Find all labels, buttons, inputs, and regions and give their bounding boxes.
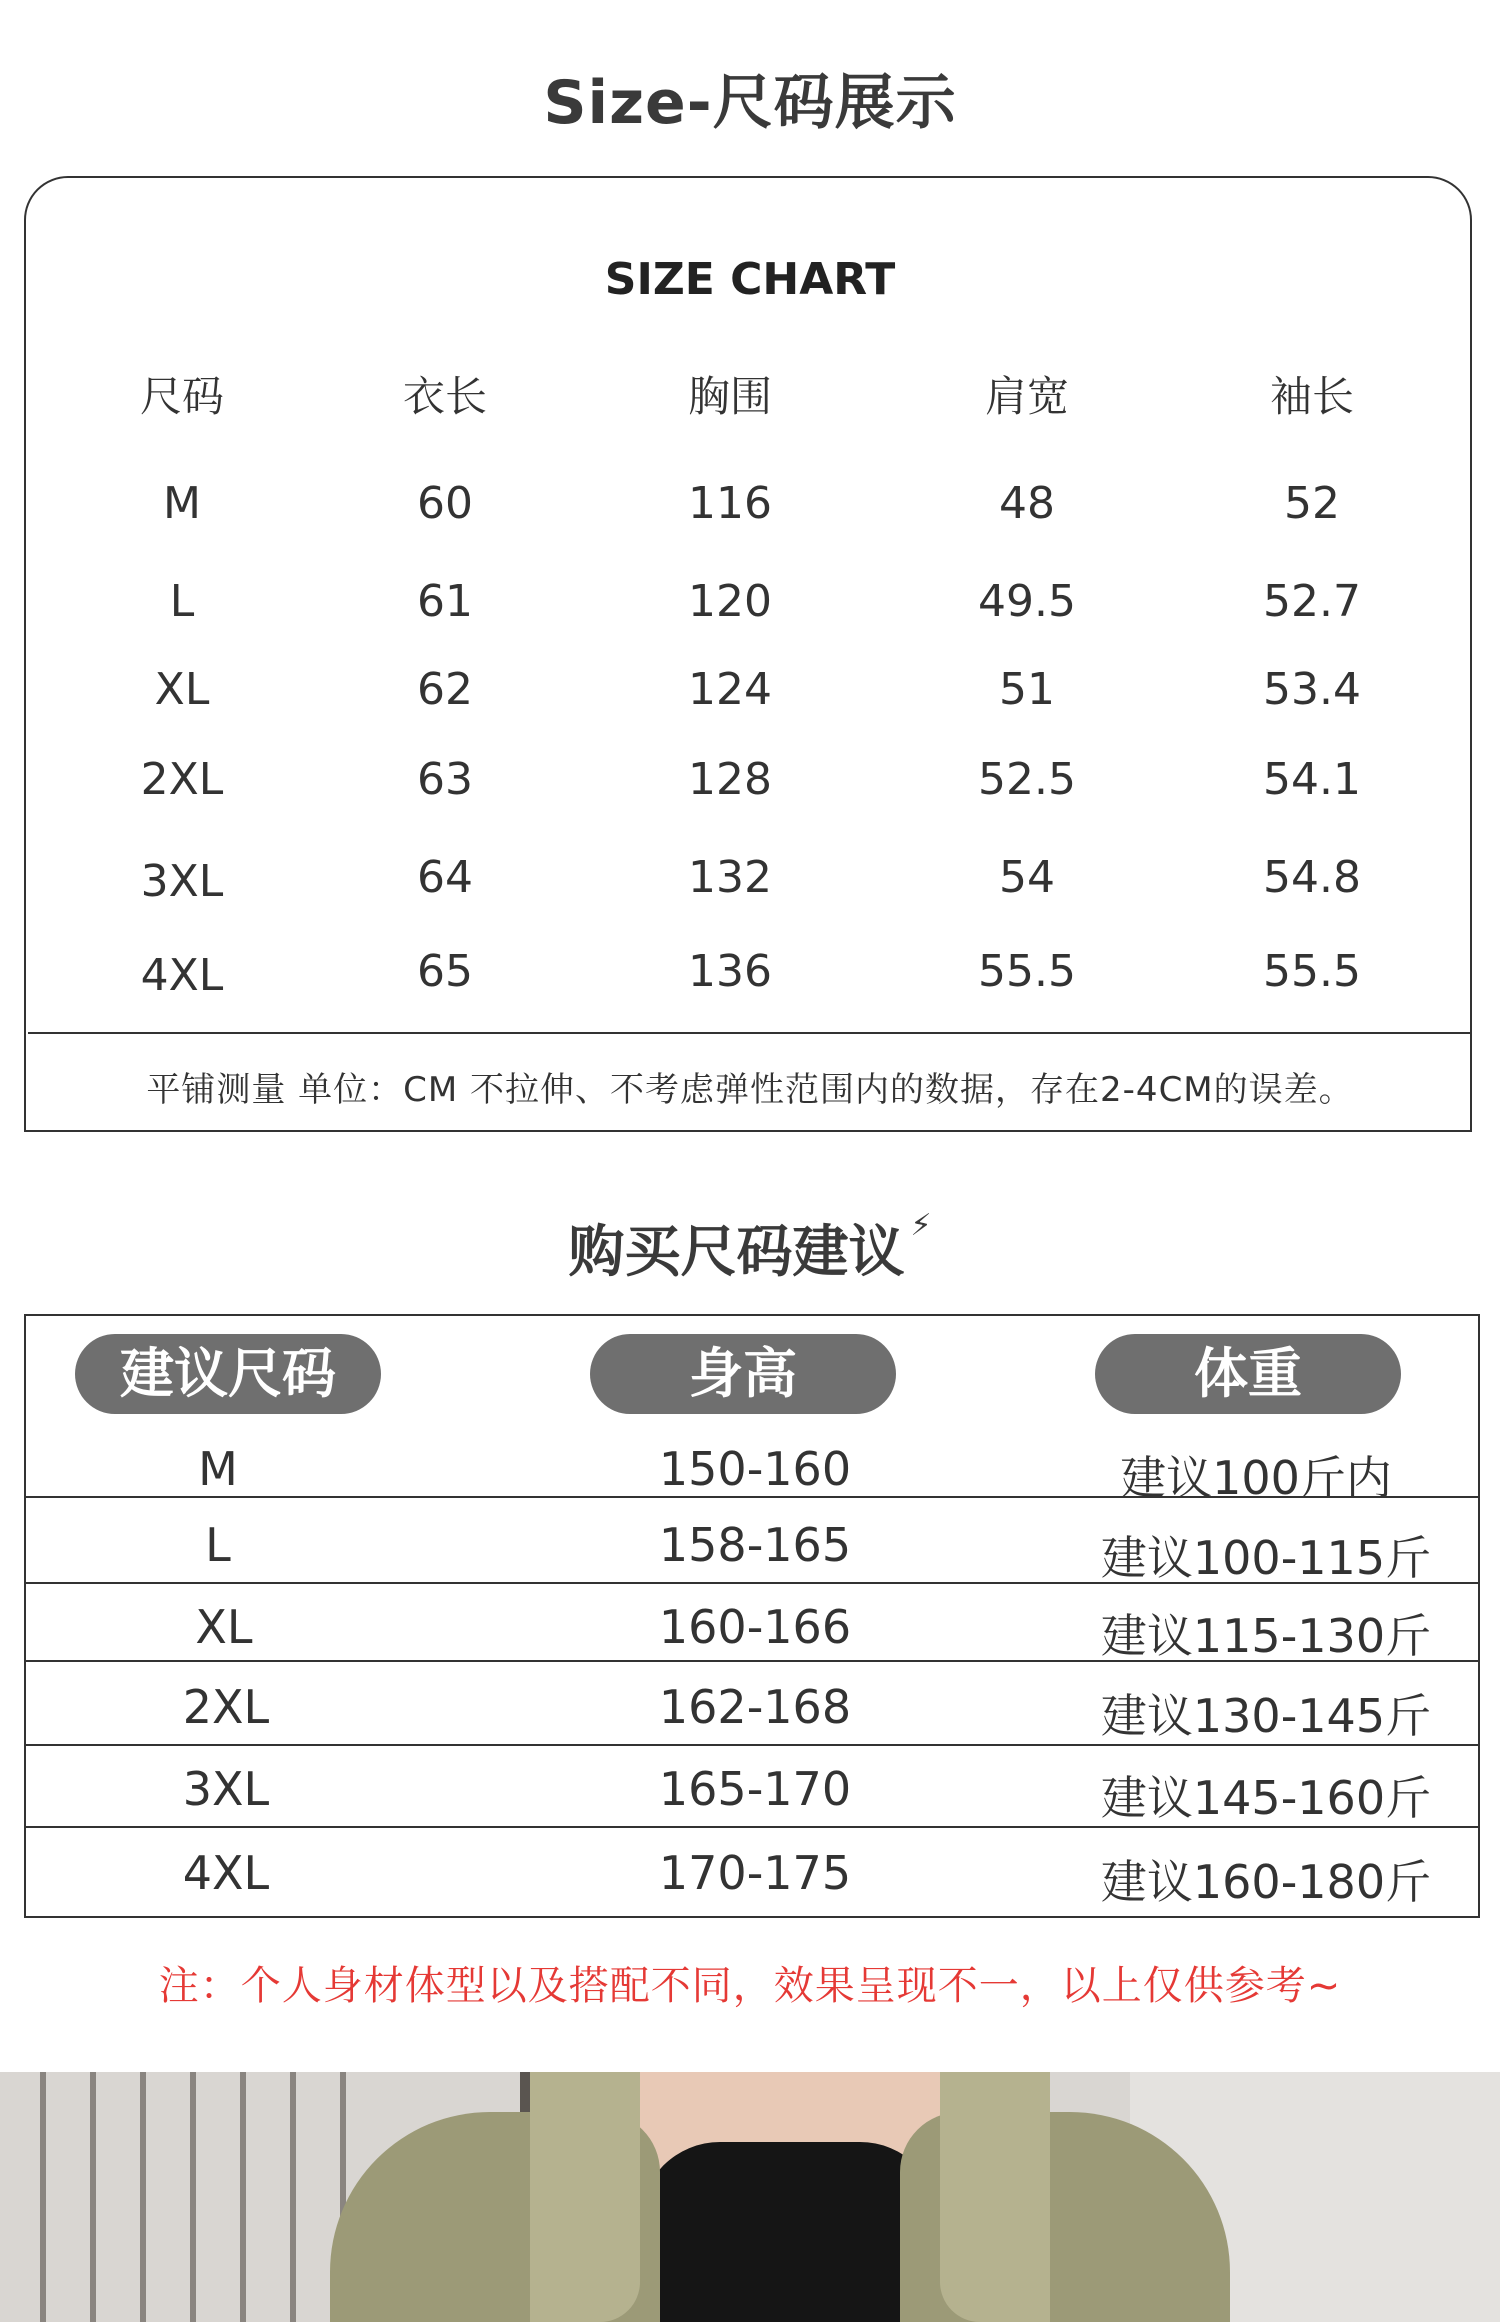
wall-slat	[140, 2072, 146, 2322]
rec-height: 162-168	[658, 1680, 852, 1734]
table-cell: 54	[999, 852, 1055, 903]
rec-weight: 建议160-180斤	[1100, 1855, 1432, 1909]
wall-slat	[40, 2072, 46, 2322]
rec-weight: 建议145-160斤	[1100, 1771, 1432, 1825]
table-cell: 2XL	[140, 754, 224, 805]
table-cell: 120	[688, 576, 772, 627]
table-cell: 55.5	[978, 946, 1076, 997]
table-cell: 124	[688, 664, 772, 715]
table-cell: 52	[1284, 478, 1340, 529]
model-inner-top	[640, 2142, 940, 2322]
table-cell: 128	[688, 754, 772, 805]
size-chart-heading: SIZE CHART	[604, 254, 896, 305]
table-cell: 51	[999, 664, 1055, 715]
table-cell: 53.4	[1263, 664, 1361, 715]
rec-size: 2XL	[182, 1680, 270, 1734]
rec-height: 165-170	[658, 1762, 852, 1816]
rec-weight: 建议100-115斤	[1100, 1531, 1432, 1585]
table-cell: 48	[999, 478, 1055, 529]
rec-weight: 建议130-145斤	[1100, 1689, 1432, 1743]
rec-weight: 建议100斤内	[1120, 1451, 1392, 1505]
column-header-size: 尺码	[139, 372, 224, 421]
rec-height: 160-166	[658, 1600, 852, 1654]
column-header-sleeve: 袖长	[1269, 372, 1354, 421]
wall-slat	[240, 2072, 246, 2322]
table-cell: 65	[417, 946, 473, 997]
rec-size: M	[198, 1442, 238, 1496]
table-cell: 116	[688, 478, 772, 529]
table-cell: XL	[154, 664, 210, 715]
rec-size: 4XL	[182, 1846, 270, 1900]
rec-size: 3XL	[182, 1762, 270, 1816]
table-cell: 60	[417, 478, 473, 529]
wall-slat	[290, 2072, 296, 2322]
rec-height: 150-160	[658, 1442, 852, 1496]
rec-size: XL	[195, 1600, 253, 1654]
table-cell: 62	[417, 664, 473, 715]
wall-slat	[90, 2072, 96, 2322]
table-cell: 54.1	[1263, 754, 1361, 805]
rec-height: 170-175	[658, 1846, 852, 1900]
recommendation-section-title	[0, 1208, 1500, 1288]
table-cell: 54.8	[1263, 852, 1361, 903]
table-cell: M	[163, 478, 201, 529]
table-cell: 52.7	[1263, 576, 1361, 627]
disclaimer-note: 注：个人身材体型以及搭配不同，效果呈现不一，以上仅供参考~	[158, 1963, 1342, 2009]
lightning-icon: ⚡	[910, 1208, 932, 1243]
wall-slat	[190, 2072, 196, 2322]
rec-size: L	[205, 1518, 231, 1572]
header-pill-size: 建议尺码	[75, 1334, 381, 1414]
table-cell: 64	[417, 852, 473, 903]
table-cell: 3XL	[140, 856, 224, 907]
table-cell: L	[169, 576, 195, 627]
header-pill-weight: 体重	[1095, 1334, 1401, 1414]
table-cell: 55.5	[1263, 946, 1361, 997]
rec-height: 158-165	[658, 1518, 852, 1572]
table-cell: 136	[688, 946, 772, 997]
table-cell: 61	[417, 576, 473, 627]
size-section-title: Size-尺码展示	[543, 68, 957, 138]
column-header-length: 衣长	[402, 372, 487, 421]
rec-weight: 建议115-130斤	[1100, 1609, 1432, 1663]
jacket-hood-left	[530, 2072, 640, 2322]
recommendation-title-text: 购买尺码建议	[568, 1220, 905, 1285]
table-cell: 52.5	[978, 754, 1076, 805]
table-cell: 4XL	[140, 950, 224, 1001]
column-header-chest: 胸围	[687, 372, 772, 421]
header-pill-height: 身高	[590, 1334, 896, 1414]
jacket-hood-right	[940, 2072, 1050, 2322]
table-cell: 63	[417, 754, 473, 805]
chart-divider	[28, 1032, 1472, 1034]
table-cell: 49.5	[978, 576, 1076, 627]
column-header-shoulder: 肩宽	[984, 372, 1069, 421]
measurement-note: 平铺测量 单位：CM 不拉伸、不考虑弹性范围内的数据，存在2-4CM的误差。	[146, 1070, 1354, 1110]
table-cell: 132	[688, 852, 772, 903]
product-photo	[0, 2072, 1500, 2322]
